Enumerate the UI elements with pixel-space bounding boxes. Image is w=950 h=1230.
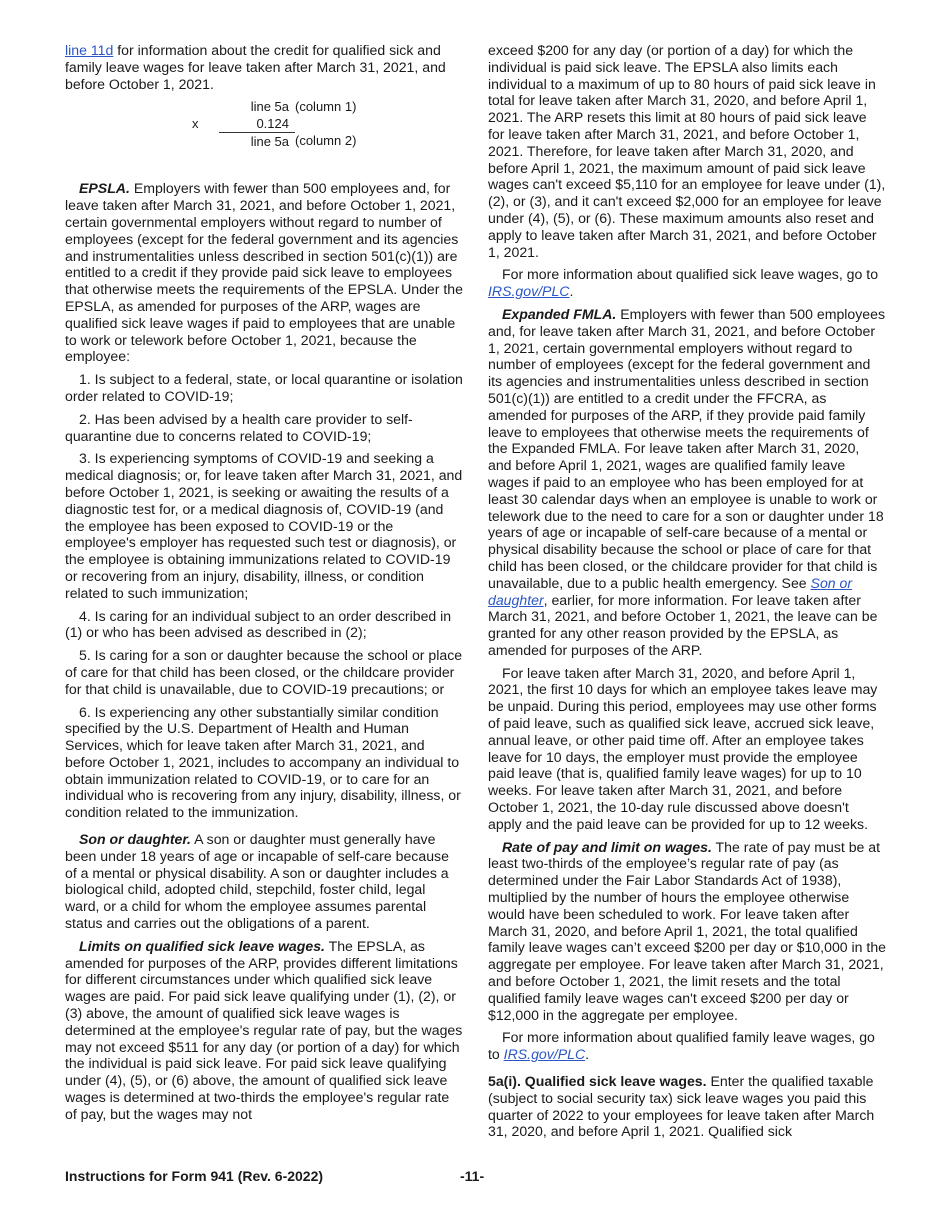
- irs-plc-link-2[interactable]: IRS.gov/PLC: [503, 1046, 586, 1063]
- list-item: 3. Is experiencing symptoms of COVID-19 and seeking a medical diagnosis; or, for leave taken after March 31, 2021, and before October 1, 2021, is seeking or awaiting the results of a diagnostic test for, or a medical diagnosis of, COVID-19 (and the employee has been exposed to COVID-19 or the employee's employer has requested such test or diagnosis), or the employee is obtaining immunizations related to COVID-19 or recovering from an injury, disability, illness, or condition related to such immunization;: [65, 450, 463, 601]
- rate-heading: Rate of pay and limit on wages.: [502, 838, 712, 855]
- son-daughter-text: A son or daughter must generally have been under 18 years of age or incapable of self-care because of a mental or physical disability. A son or daughter includes a biological child, adopted child, stepchild, foster child, legal ward, or a child for whom the employee assumes parental status and carries out the obligations of a parent.: [65, 831, 449, 932]
- page-number: -11-: [460, 1168, 485, 1184]
- first-10-days-paragraph: For leave taken after March 31, 2020, and before April 1, 2021, the first 10 days for which an employee takes leave may be unpaid. During this period, employees may use other forms of paid leave, such as qualified sick leave, accrued sick leave, annual leave, or other paid time off. After an employee takes leave for 10 days, the employer must provide the employee paid leave (that is, qualified family leave wages) for up to 10 weeks. For leave taken after March 31, 2021, and before October 1, 2021, the 10-day rule discussed above doesn't apply and the paid leave can be provided for up to 12 weeks.: [488, 664, 878, 832]
- fmla-text-cont: , earlier, for more information. For leave taken after March 31, 2021, and before October 1, 2021, the leave can be granted for any other reason provided by the EPSLA, as amended for purposes of the ARP.: [488, 591, 878, 658]
- list-item: 5. Is caring for a son or daughter because the school or place of care for that child has been closed, or the childcare provider for that child is unavailable, due to COVID-19 precautions; or: [65, 647, 463, 697]
- page-footer: [65, 1168, 886, 1184]
- right-column: [488, 42, 886, 1146]
- more-family-period: .: [585, 1046, 590, 1063]
- epsla-text: Employers with fewer than 500 employees and, for leave taken after March 31, 2021, and before October 1, 2021, certain governmental employers without regard to number of employees (except for the federal government and its agencies and instrumentalities unless described in section 501(c)(1)) are entitled to a credit if they provide paid sick leave to employees that otherwise meets the requirements of the EPSLA. Under the EPSLA, as amended for purposes of the ARP, wages are qualified sick leave wages if paid to employees that are unable to work or telework before October 1, 2021, because the employee:: [65, 180, 463, 365]
- fmla-heading: Expanded FMLA.: [502, 305, 617, 322]
- q5a-text: Enter the qualified taxable (subject to social security tax) sick leave wages you paid this quarter of 2022 to your employees for leave taken after March 31, 2020, and before April 1, 2021. Qualified sick: [488, 1073, 875, 1140]
- fmla-text: Employers with fewer than 500 employees and, for leave taken after March 31, 2021, and before October 1, 2021, certain governmental employers without regard to number of employees (except for the federal government and its agencies and instrumentalities unless described in section 501(c)(1)) are entitled to a credit under the FFCRA, as amended for purposes of the ARP, if they provide paid family leave to employees that otherwise meets the requirements of the Expanded FMLA. For leave taken after March 31, 2020, and before April 1, 2021, wages are qualified family leave wages if paid to an employee who has been employed for at least 30 calendar days when an employee is unable to work or telework due to the need to care for a son or daughter under 18 years of age or incapable of self-care because of a mental or physical disability because the school or place of care for that child has been closed, or the childcare provider for that child is unavailable, due to a public health emergency. See: [488, 305, 886, 591]
- continuation-paragraph: exceed $200 for any day (or portion of a day) for which the individual is paid sick leave. The EPSLA also limits each individual to a maximum of up to 80 hours of paid sick leave in total for leave taken after March 31, 2020, and before April 1, 2021. The ARP resets this limit at 80 hours of paid sick leave for leave taken after March 31, 2021, and before October 1, 2021. Therefore, for leave taken after March 31, 2020, and before April 1, 2021, the maximum amount of paid sick leave wages can't exceed $5,110 for an employee for leave under (1), (2), or (3), and it can't exceed $2,000 for an employee for leave under (4), (5), or (6). These maximum amounts also reset and apply to leave taken after March 31, 2021, and before October 1, 2021.: [488, 42, 886, 260]
- rate-paragraph: [488, 839, 886, 1024]
- list-item: 1. Is subject to a federal, state, or local quarantine or isolation order related to COVID-19;: [65, 371, 463, 404]
- epsla-paragraph: [65, 180, 463, 365]
- line-11d-link[interactable]: line 11d: [65, 42, 114, 58]
- q5a-heading: 5a(i). Qualified sick leave wages.: [488, 1073, 707, 1090]
- limits-paragraph: [65, 938, 463, 1123]
- son-daughter-heading: Son or daughter.: [79, 831, 191, 848]
- more-sick-period: .: [569, 283, 574, 300]
- more-family-text: For more information about qualified family leave wages, go to: [488, 1029, 875, 1063]
- calc-line1-col: (column 1): [295, 99, 357, 115]
- q5a-paragraph: [488, 1073, 886, 1140]
- list-item: 4. Is caring for an individual subject to an order described in (1) or who has been advised as described in (2);: [65, 607, 452, 641]
- limits-text: The EPSLA, as amended for purposes of the ARP, provides different limitations for different circumstances under which qualified sick leave wages are paid. For paid sick leave qualifying under (1), (2), or (3) above, the amount of qualified sick leave wages is determined at the employee's regular rate of pay, but the wages may not exceed $511 for any day (or portion of a day) for which the individual is paid sick leave. For paid sick leave qualifying under (4), (5), or (6) above, the amount of qualified sick leave wages is determined at two-thirds the employee's regular rate of pay, but the wages may not: [65, 937, 463, 1122]
- limits-heading: Limits on qualified sick leave wages.: [79, 937, 325, 954]
- more-family-paragraph: [488, 1029, 886, 1063]
- form-title: Instructions for Form 941 (Rev. 6-2022): [65, 1168, 324, 1184]
- calc-line1-label: line 5a: [250, 99, 289, 115]
- epsla-heading: EPSLA.: [79, 180, 130, 197]
- calculation-block: [192, 98, 392, 150]
- calc-line2-col: (column 2): [295, 133, 357, 149]
- calc-line2-label: line 5a: [219, 132, 295, 150]
- calc-mult-sign: x: [192, 116, 199, 132]
- list-item: 2. Has been advised by a health care provider to self-quarantine due to concerns related to COVID-19;: [65, 410, 413, 444]
- intro-paragraph: [65, 42, 463, 92]
- more-sick-paragraph: [488, 266, 886, 300]
- list-item: 6. Is experiencing any other substantially similar condition specified by the U.S. Department of Health and Human Services, which for leave taken after March 31, 2021, and before October 1, 2021, includes to accompany an individual to obtain immunization related to COVID-19, or to care for an individual who is recovering from any injury, disability, illness, or condition related to the immunization.: [65, 703, 461, 821]
- left-column: [65, 42, 463, 1129]
- rate-text: The rate of pay must be at least two-thirds of the employee’s regular rate of pay (as determined under the Fair Labor Standards Act of 1938), multiplied by the number of hours the employee otherwise would have been scheduled to work. For leave taken after March 31, 2020, and before April 1, 2021, the total qualified family leave wages can’t exceed $200 per day or $10,000 in the aggregate per employee. For leave taken after March 31, 2021, and before October 1, 2021, the limit resets and the total qualified family leave wages can't exceed $200 per day or $12,000 in the aggregate per employee.: [488, 838, 887, 1023]
- more-sick-text: For more information about qualified sick leave wages, go to: [502, 266, 879, 283]
- calc-mult-value: 0.124: [256, 116, 289, 132]
- son-daughter-link[interactable]: Son or daughter: [488, 574, 853, 608]
- irs-plc-link[interactable]: IRS.gov/PLC: [488, 283, 570, 300]
- son-daughter-paragraph: [65, 831, 463, 932]
- fmla-paragraph: [488, 306, 886, 659]
- intro-text: for information about the credit for qualified sick and family leave wages for leave taken after March 31, 2021, and before October 1, 2021.: [65, 42, 446, 92]
